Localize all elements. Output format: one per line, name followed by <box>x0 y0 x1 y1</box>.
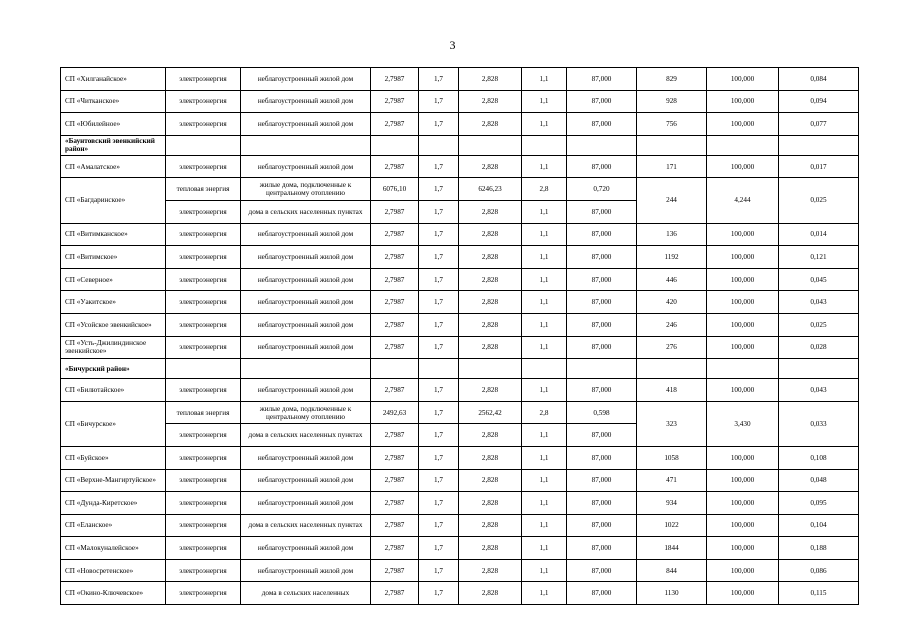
index-value: 1,7 <box>419 268 459 291</box>
tariff-next-value: 2,828 <box>459 469 522 492</box>
percent-value: 100,000 <box>707 469 779 492</box>
empty-cell <box>419 135 459 155</box>
tariff-next-value: 2562,42 <box>459 401 522 424</box>
settlement-name: СП «Уакитское» <box>61 291 166 314</box>
settlement-name: СП «Усть-Джилиндинское эвенкийское» <box>61 336 166 359</box>
result-value: 0,028 <box>779 336 859 359</box>
table-row <box>61 68 859 91</box>
tariff-value: 2,7987 <box>371 469 419 492</box>
percent-value: 100,000 <box>707 246 779 269</box>
result-value: 0,014 <box>779 223 859 246</box>
consumer-category: неблагоустроенный жилой дом <box>241 313 371 336</box>
share-value: 87,000 <box>567 469 637 492</box>
consumer-category: неблагоустроенный жилой дом <box>241 537 371 560</box>
population-value: 471 <box>637 469 707 492</box>
index-value: 1,7 <box>419 514 459 537</box>
percent-value: 100,000 <box>707 559 779 582</box>
population-value: 418 <box>637 379 707 402</box>
index-value: 1,7 <box>419 379 459 402</box>
consumer-category: дома в сельских населенных пунктах <box>241 514 371 537</box>
settlement-name: СП «Буйское» <box>61 446 166 469</box>
result-value: 0,045 <box>779 268 859 291</box>
share-value: 87,000 <box>567 155 637 178</box>
coefficient-value: 1,1 <box>522 313 567 336</box>
population-value: 446 <box>637 268 707 291</box>
population-value: 934 <box>637 492 707 515</box>
tariff-next-value: 2,828 <box>459 113 522 136</box>
settlement-name: СП «Верхне-Мангиртуйское» <box>61 469 166 492</box>
empty-cell <box>779 359 859 379</box>
result-value: 0,033 <box>779 401 859 446</box>
percent-value: 100,000 <box>707 336 779 359</box>
tariff-next-value: 2,828 <box>459 336 522 359</box>
share-value: 87,000 <box>567 113 637 136</box>
empty-cell <box>371 359 419 379</box>
share-value: 87,000 <box>567 492 637 515</box>
tariff-value: 2,7987 <box>371 559 419 582</box>
result-value: 0,084 <box>779 68 859 91</box>
tariff-value: 2,7987 <box>371 537 419 560</box>
consumer-category: неблагоустроенный жилой дом <box>241 246 371 269</box>
empty-cell <box>241 359 371 379</box>
energy-type: электроэнергия <box>166 90 241 113</box>
table-row <box>61 336 859 359</box>
empty-cell <box>522 359 567 379</box>
energy-type: электроэнергия <box>166 200 241 223</box>
consumer-category: неблагоустроенный жилой дом <box>241 113 371 136</box>
population-value: 844 <box>637 559 707 582</box>
energy-type: электроэнергия <box>166 379 241 402</box>
energy-type: электроэнергия <box>166 446 241 469</box>
consumer-category: неблагоустроенный жилой дом <box>241 492 371 515</box>
consumer-category: дома в сельских населенных пунктах <box>241 424 371 447</box>
energy-type: электроэнергия <box>166 514 241 537</box>
population-value: 244 <box>637 178 707 223</box>
settlement-name: СП «Витимское» <box>61 246 166 269</box>
tariff-value: 2,7987 <box>371 379 419 402</box>
share-value: 87,000 <box>567 379 637 402</box>
energy-type: электроэнергия <box>166 424 241 447</box>
energy-type: электроэнергия <box>166 68 241 91</box>
share-value: 87,000 <box>567 90 637 113</box>
empty-cell <box>371 135 419 155</box>
energy-type: электроэнергия <box>166 336 241 359</box>
population-value: 1022 <box>637 514 707 537</box>
tariff-value: 6076,10 <box>371 178 419 201</box>
population-value: 829 <box>637 68 707 91</box>
tariff-value: 2,7987 <box>371 113 419 136</box>
table-row <box>61 268 859 291</box>
energy-type: электроэнергия <box>166 246 241 269</box>
index-value: 1,7 <box>419 155 459 178</box>
tariff-next-value: 2,828 <box>459 155 522 178</box>
tariff-next-value: 2,828 <box>459 246 522 269</box>
tariff-value: 2,7987 <box>371 582 419 605</box>
table-row <box>61 446 859 469</box>
settlement-name: СП «Юбилейное» <box>61 113 166 136</box>
table-row <box>61 401 859 424</box>
tariff-next-value: 2,828 <box>459 492 522 515</box>
table-row <box>61 291 859 314</box>
share-value: 87,000 <box>567 559 637 582</box>
settlement-name: СП «Бичурское» <box>61 401 166 446</box>
settlement-name: СП «Дунда-Киретское» <box>61 492 166 515</box>
coefficient-value: 1,1 <box>522 469 567 492</box>
empty-cell <box>567 135 637 155</box>
energy-type: электроэнергия <box>166 291 241 314</box>
index-value: 1,7 <box>419 537 459 560</box>
coefficient-value: 1,1 <box>522 90 567 113</box>
empty-cell <box>707 359 779 379</box>
tariff-next-value: 2,828 <box>459 559 522 582</box>
share-value: 87,000 <box>567 223 637 246</box>
consumer-category: неблагоустроенный жилой дом <box>241 446 371 469</box>
percent-value: 100,000 <box>707 68 779 91</box>
percent-value: 100,000 <box>707 90 779 113</box>
table-row <box>61 113 859 136</box>
energy-type: электроэнергия <box>166 223 241 246</box>
coefficient-value: 1,1 <box>522 200 567 223</box>
percent-value: 100,000 <box>707 223 779 246</box>
consumer-category: неблагоустроенный жилой дом <box>241 559 371 582</box>
index-value: 1,7 <box>419 446 459 469</box>
energy-type: электроэнергия <box>166 469 241 492</box>
percent-value: 100,000 <box>707 113 779 136</box>
index-value: 1,7 <box>419 200 459 223</box>
tariff-value: 2,7987 <box>371 514 419 537</box>
coefficient-value: 1,1 <box>522 446 567 469</box>
share-value: 87,000 <box>567 68 637 91</box>
share-value: 87,000 <box>567 291 637 314</box>
result-value: 0,017 <box>779 155 859 178</box>
table-row <box>61 246 859 269</box>
percent-value: 100,000 <box>707 537 779 560</box>
population-value: 1192 <box>637 246 707 269</box>
index-value: 1,7 <box>419 582 459 605</box>
result-value: 0,025 <box>779 178 859 223</box>
share-value: 87,000 <box>567 582 637 605</box>
table-row <box>61 559 859 582</box>
empty-cell <box>779 135 859 155</box>
consumer-category: неблагоустроенный жилой дом <box>241 336 371 359</box>
share-value: 87,000 <box>567 268 637 291</box>
consumer-category: жилые дома, подключенные к центральному отоплению <box>241 401 371 424</box>
index-value: 1,7 <box>419 223 459 246</box>
energy-type: электроэнергия <box>166 155 241 178</box>
table-row <box>61 90 859 113</box>
result-value: 0,094 <box>779 90 859 113</box>
population-value: 323 <box>637 401 707 446</box>
share-value: 87,000 <box>567 424 637 447</box>
result-value: 0,188 <box>779 537 859 560</box>
coefficient-value: 1,1 <box>522 291 567 314</box>
population-value: 756 <box>637 113 707 136</box>
population-value: 1844 <box>637 537 707 560</box>
result-value: 0,043 <box>779 291 859 314</box>
index-value: 1,7 <box>419 113 459 136</box>
district-heading: «Баунтовский эвенкийский район» <box>61 135 166 155</box>
district-heading: «Бичурский район» <box>61 359 166 379</box>
table-row <box>61 537 859 560</box>
share-value: 87,000 <box>567 514 637 537</box>
percent-value: 100,000 <box>707 291 779 314</box>
coefficient-value: 2,8 <box>522 178 567 201</box>
table-row <box>61 223 859 246</box>
coefficient-value: 1,1 <box>522 246 567 269</box>
empty-cell <box>166 135 241 155</box>
consumer-category: неблагоустроенный жилой дом <box>241 268 371 291</box>
settlement-name: СП «Новосретенское» <box>61 559 166 582</box>
consumer-category: дома в сельских населенных <box>241 582 371 605</box>
tariff-value: 2,7987 <box>371 223 419 246</box>
empty-cell <box>241 135 371 155</box>
tariff-next-value: 2,828 <box>459 313 522 336</box>
coefficient-value: 1,1 <box>522 113 567 136</box>
tariff-value: 2,7987 <box>371 492 419 515</box>
share-value: 87,000 <box>567 336 637 359</box>
consumer-category: неблагоустроенный жилой дом <box>241 291 371 314</box>
table-row <box>61 379 859 402</box>
tariff-value: 2,7987 <box>371 336 419 359</box>
table-row <box>61 514 859 537</box>
consumer-category: неблагоустроенный жилой дом <box>241 155 371 178</box>
tariff-next-value: 2,828 <box>459 200 522 223</box>
coefficient-value: 2,8 <box>522 401 567 424</box>
coefficient-value: 1,1 <box>522 336 567 359</box>
table-row <box>61 313 859 336</box>
table-row <box>61 582 859 605</box>
empty-cell <box>459 359 522 379</box>
empty-cell <box>637 135 707 155</box>
consumer-category: неблагоустроенный жилой дом <box>241 379 371 402</box>
settlement-name: СП «Малокуналейское» <box>61 537 166 560</box>
consumer-category: неблагоустроенный жилой дом <box>241 223 371 246</box>
coefficient-value: 1,1 <box>522 223 567 246</box>
index-value: 1,7 <box>419 559 459 582</box>
result-value: 0,025 <box>779 313 859 336</box>
settlement-name: СП «Северное» <box>61 268 166 291</box>
coefficient-value: 1,1 <box>522 514 567 537</box>
consumer-category: неблагоустроенный жилой дом <box>241 68 371 91</box>
tariff-value: 2,7987 <box>371 246 419 269</box>
result-value: 0,108 <box>779 446 859 469</box>
tariff-value: 2,7987 <box>371 291 419 314</box>
settlement-name: СП «Читканское» <box>61 90 166 113</box>
tariff-value: 2,7987 <box>371 424 419 447</box>
percent-value: 100,000 <box>707 268 779 291</box>
percent-value: 100,000 <box>707 313 779 336</box>
tariff-next-value: 2,828 <box>459 446 522 469</box>
index-value: 1,7 <box>419 246 459 269</box>
empty-cell <box>419 359 459 379</box>
empty-cell <box>567 359 637 379</box>
coefficient-value: 1,1 <box>522 424 567 447</box>
population-value: 276 <box>637 336 707 359</box>
index-value: 1,7 <box>419 291 459 314</box>
share-value: 87,000 <box>567 246 637 269</box>
tariff-value: 2,7987 <box>371 68 419 91</box>
share-value: 0,598 <box>567 401 637 424</box>
energy-type: тепловая энергия <box>166 178 241 201</box>
population-value: 928 <box>637 90 707 113</box>
tariff-next-value: 2,828 <box>459 268 522 291</box>
population-value: 1130 <box>637 582 707 605</box>
district-heading-row <box>61 359 859 379</box>
percent-value: 100,000 <box>707 582 779 605</box>
energy-type: электроэнергия <box>166 559 241 582</box>
tariff-value: 2,7987 <box>371 200 419 223</box>
tariff-next-value: 2,828 <box>459 537 522 560</box>
population-value: 246 <box>637 313 707 336</box>
result-value: 0,115 <box>779 582 859 605</box>
tariff-next-value: 2,828 <box>459 223 522 246</box>
consumer-category: неблагоустроенный жилой дом <box>241 469 371 492</box>
coefficient-value: 1,1 <box>522 379 567 402</box>
empty-cell <box>637 359 707 379</box>
tariff-value: 2,7987 <box>371 90 419 113</box>
energy-type: электроэнергия <box>166 537 241 560</box>
index-value: 1,7 <box>419 401 459 424</box>
index-value: 1,7 <box>419 178 459 201</box>
percent-value: 100,000 <box>707 155 779 178</box>
energy-type: электроэнергия <box>166 582 241 605</box>
coefficient-value: 1,1 <box>522 582 567 605</box>
percent-value: 100,000 <box>707 446 779 469</box>
result-value: 0,121 <box>779 246 859 269</box>
coefficient-value: 1,1 <box>522 492 567 515</box>
table-row <box>61 492 859 515</box>
tariff-next-value: 2,828 <box>459 582 522 605</box>
share-value: 87,000 <box>567 200 637 223</box>
consumer-category: дома в сельских населенных пунктах <box>241 200 371 223</box>
percent-value: 100,000 <box>707 492 779 515</box>
population-value: 136 <box>637 223 707 246</box>
index-value: 1,7 <box>419 90 459 113</box>
tariff-next-value: 2,828 <box>459 379 522 402</box>
index-value: 1,7 <box>419 313 459 336</box>
table-row <box>61 155 859 178</box>
tariff-next-value: 2,828 <box>459 68 522 91</box>
tariff-next-value: 2,828 <box>459 291 522 314</box>
district-heading-row <box>61 135 859 155</box>
population-value: 171 <box>637 155 707 178</box>
index-value: 1,7 <box>419 68 459 91</box>
energy-type: электроэнергия <box>166 113 241 136</box>
index-value: 1,7 <box>419 336 459 359</box>
tariff-value: 2492,63 <box>371 401 419 424</box>
settlement-name: СП «Еланское» <box>61 514 166 537</box>
tariff-next-value: 2,828 <box>459 424 522 447</box>
settlement-name: СП «Амалатское» <box>61 155 166 178</box>
coefficient-value: 1,1 <box>522 68 567 91</box>
result-value: 0,077 <box>779 113 859 136</box>
index-value: 1,7 <box>419 424 459 447</box>
energy-type: электроэнергия <box>166 492 241 515</box>
settlement-name: СП «Багдаринское» <box>61 178 166 223</box>
settlement-name: СП «Витимканское» <box>61 223 166 246</box>
percent-value: 100,000 <box>707 379 779 402</box>
share-value: 87,000 <box>567 537 637 560</box>
page-number: 3 <box>449 38 456 52</box>
tariff-next-value: 6246,23 <box>459 178 522 201</box>
percent-value: 100,000 <box>707 514 779 537</box>
tariff-value: 2,7987 <box>371 446 419 469</box>
coefficient-value: 1,1 <box>522 268 567 291</box>
share-value: 0,720 <box>567 178 637 201</box>
result-value: 0,086 <box>779 559 859 582</box>
index-value: 1,7 <box>419 492 459 515</box>
settlement-name: СП «Окино-Ключевское» <box>61 582 166 605</box>
settlement-name: СП «Усойское эвенкийское» <box>61 313 166 336</box>
tariff-value: 2,7987 <box>371 268 419 291</box>
result-value: 0,048 <box>779 469 859 492</box>
share-value: 87,000 <box>567 446 637 469</box>
share-value: 87,000 <box>567 313 637 336</box>
result-value: 0,104 <box>779 514 859 537</box>
coefficient-value: 1,1 <box>522 155 567 178</box>
consumer-category: жилые дома, подключенные к центральному отоплению <box>241 178 371 201</box>
result-value: 0,095 <box>779 492 859 515</box>
empty-cell <box>522 135 567 155</box>
coefficient-value: 1,1 <box>522 537 567 560</box>
settlement-name: СП «Хилганайское» <box>61 68 166 91</box>
percent-value: 3,430 <box>707 401 779 446</box>
result-value: 0,043 <box>779 379 859 402</box>
tariff-value: 2,7987 <box>371 155 419 178</box>
consumer-category: неблагоустроенный жилой дом <box>241 90 371 113</box>
percent-value: 4,244 <box>707 178 779 223</box>
population-value: 420 <box>637 291 707 314</box>
energy-type: электроэнергия <box>166 313 241 336</box>
coefficient-value: 1,1 <box>522 559 567 582</box>
settlement-name: СП «Билютайское» <box>61 379 166 402</box>
energy-type: тепловая энергия <box>166 401 241 424</box>
energy-type: электроэнергия <box>166 268 241 291</box>
tariff-next-value: 2,828 <box>459 514 522 537</box>
empty-cell <box>166 359 241 379</box>
empty-cell <box>459 135 522 155</box>
tariff-next-value: 2,828 <box>459 90 522 113</box>
table-row <box>61 178 859 201</box>
tariff-value: 2,7987 <box>371 313 419 336</box>
table-row <box>61 469 859 492</box>
index-value: 1,7 <box>419 469 459 492</box>
empty-cell <box>707 135 779 155</box>
tariff-table <box>60 67 859 605</box>
population-value: 1058 <box>637 446 707 469</box>
